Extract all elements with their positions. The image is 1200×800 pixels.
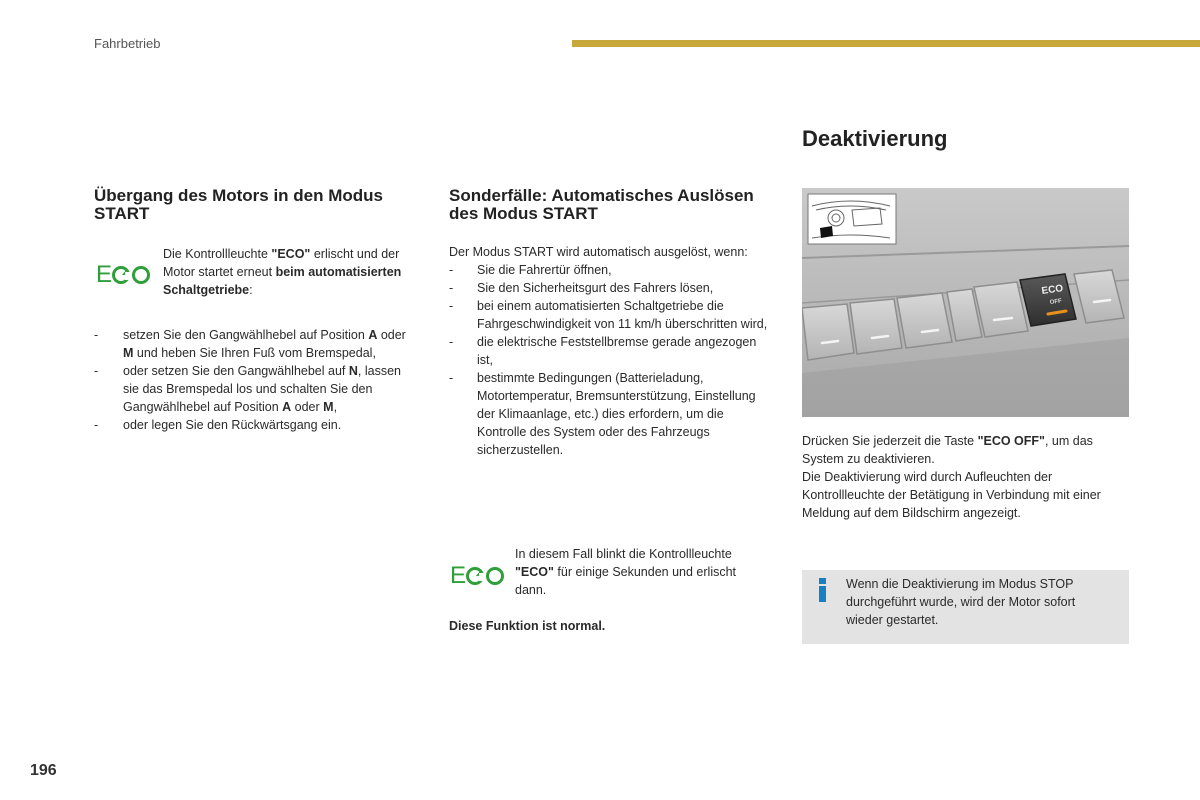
col2-normal-note: Diese Funktion ist normal. <box>449 619 606 633</box>
col1-indicator-text: Die Kontrollleuchte "ECO" erlischt und der Motor startet erneut beim automatisierten Schaltgetriebe: <box>163 247 402 297</box>
list-item: - bei einem automatisierten Schaltgetriebe die Fahrgeschwindigkeit von 11 km/h überschritten wird, <box>449 299 768 331</box>
col3-title: Deaktivierung <box>802 126 948 151</box>
col1-title: Übergang des Motors in den Modus START <box>94 186 384 223</box>
eco-indicator-icon: E <box>450 562 504 590</box>
col2-intro: Der Modus START wird automatisch ausgelöst, wenn: <box>449 245 748 259</box>
list-item: - bestimmte Bedingungen (Batterieladung, Motortemperatur, Bremsunterstützung, Einstellung der Klimaanlage, etc.) dies erfordern, um die Kontrolle des System oder des Fahrzeugs sicherzustellen. <box>449 371 756 457</box>
col2-title: Sonderfälle: Automatisches Auslösen des Modus START <box>449 186 754 223</box>
col2-list <box>449 261 774 459</box>
info-note-text: Wenn die Deaktivierung im Modus STOP durchgeführt wurde, wird der Motor sofort wieder gestartet. <box>846 577 1076 627</box>
eco-indicator-icon: E <box>96 261 150 289</box>
list-item: - setzen Sie den Gangwählhebel auf Position A oder M und heben Sie Ihren Fuß vom Bremspedal, <box>94 328 406 360</box>
eco-off-button-label: ECO <box>1040 283 1064 297</box>
col3-desc2: Die Deaktivierung wird durch Aufleuchten der Kontrollleuchte der Betätigung in Verbindung mit einer Meldung auf dem Bildschirm angezeigt. <box>802 470 1101 520</box>
col2-blink-text: In diesem Fall blinkt die Kontrollleuchte "ECO" für einige Sekunden und erlischt dann. <box>515 547 737 597</box>
header-accent-bar <box>572 40 1200 47</box>
list-item: - oder legen Sie den Rückwärtsgang ein. <box>94 418 342 432</box>
col3-desc: Drücken Sie jederzeit die Taste "ECO OFF", um das System zu deaktivieren. <box>802 434 1093 466</box>
list-item: - die elektrische Feststellbremse gerade angezogen ist, <box>449 335 757 367</box>
dashboard-photo-illustration <box>802 188 1129 417</box>
eco-off-button-sublabel: OFF <box>1049 298 1063 306</box>
list-item: - Sie den Sicherheitsgurt des Fahrers lösen, <box>449 281 714 295</box>
col1-list <box>94 326 414 434</box>
list-item: - Sie die Fahrertür öffnen, <box>449 263 612 277</box>
eco-off-button-photo <box>802 188 1129 417</box>
page-number: 196 <box>30 762 57 779</box>
info-icon <box>818 578 828 602</box>
list-item: - oder setzen Sie den Gangwählhebel auf N, lassen sie das Bremspedal los und schalten Sie den Gangwählhebel auf Position A oder M, <box>94 364 401 414</box>
section-title: Fahrbetrieb <box>94 36 161 51</box>
